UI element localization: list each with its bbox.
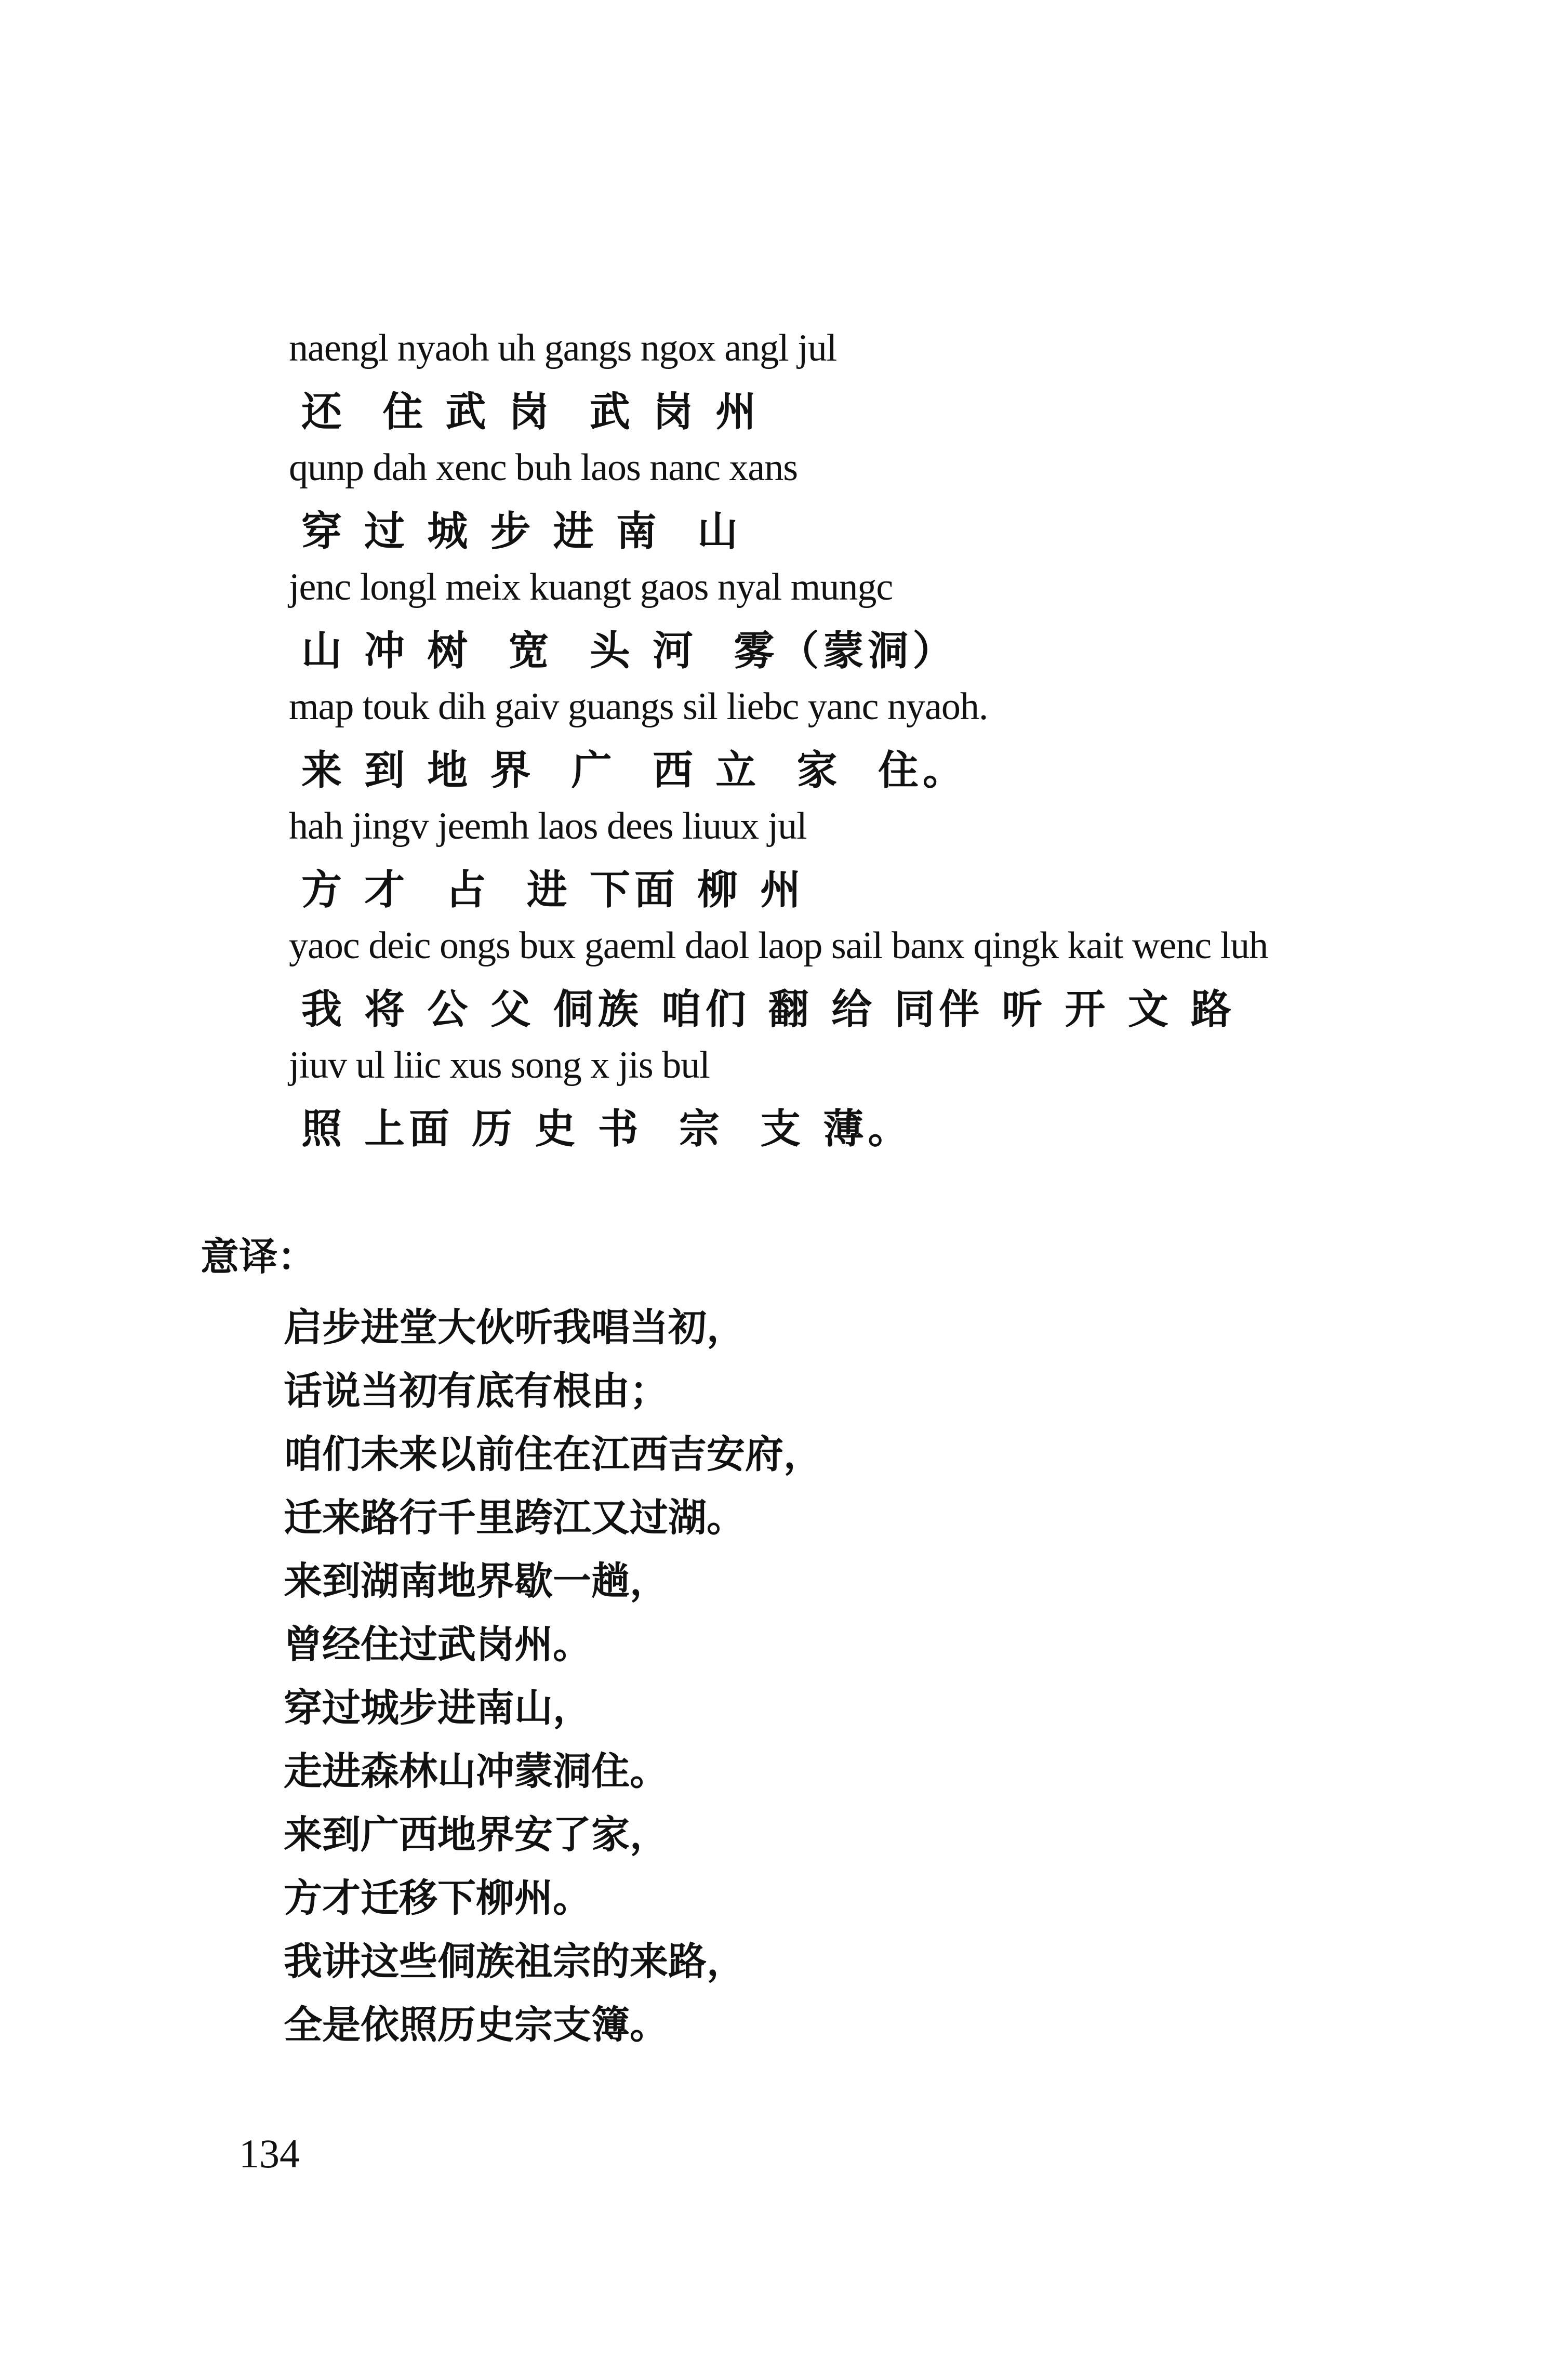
gloss-line: 还 住 武 岗 武 岗 州	[301, 389, 761, 435]
gloss-line: 照 上面 历 史 书 宗 支 薄。	[301, 1106, 913, 1153]
free-translation-heading: 意译：	[201, 1235, 316, 1279]
translation-line: 曾经住过武岗州。	[284, 1622, 591, 1667]
translation-line: 来到湖南地界歇一趟，	[284, 1559, 668, 1604]
romanized-line: jiuv ul liic xus song x jis bul	[289, 1044, 710, 1087]
romanized-line: naengl nyaoh uh gangs ngox angl jul	[289, 327, 837, 369]
translation-line: 迁来路行千里跨江又过湖。	[284, 1495, 745, 1540]
romanized-line: hah jingv jeemh laos dees liuux jul	[289, 805, 807, 847]
romanized-line: yaoc deic ongs bux gaeml daol laop sail banx qingk kait wenc luh	[289, 924, 1268, 967]
translation-line: 我讲这些侗族祖宗的来路，	[284, 1939, 745, 1984]
translation-line: 走进森林山冲蒙洞住。	[284, 1749, 668, 1794]
romanized-line: map touk dih gaiv guangs sil liebc yanc nyaoh.	[289, 685, 988, 728]
translation-line: 话说当初有底有根由；	[284, 1369, 668, 1413]
romanized-line: qunp dah xenc buh laos nanc xans	[289, 446, 798, 489]
romanized-line: jenc longl meix kuangt gaos nyal mungc	[289, 566, 893, 608]
gloss-line: 我 将 公 父 侗族 咱们 翻 给 同伴 听 开 文 路	[301, 986, 1235, 1033]
gloss-line: 方 才 占 进 下面 柳 州	[301, 867, 805, 913]
translation-line: 来到广西地界安了家，	[284, 1812, 668, 1857]
gloss-line: 来 到 地 界 广 西 立 家 住。	[301, 747, 967, 794]
translation-line: 全是依照历史宗支簿。	[284, 2003, 668, 2047]
translation-line: 咱们未来以前住在江西吉安府，	[284, 1432, 822, 1477]
translation-line: 方才迁移下柳州。	[284, 1876, 591, 1920]
gloss-line: 穿 过 城 步 进 南 山	[301, 508, 742, 555]
gloss-line: 山 冲 树 宽 头 河 雾（蒙洞）	[301, 628, 958, 674]
translation-line: 穿过城步进南山，	[284, 1686, 591, 1730]
translation-line: 启步进堂大伙听我唱当初，	[284, 1305, 745, 1350]
page-number: 134	[239, 2131, 300, 2176]
